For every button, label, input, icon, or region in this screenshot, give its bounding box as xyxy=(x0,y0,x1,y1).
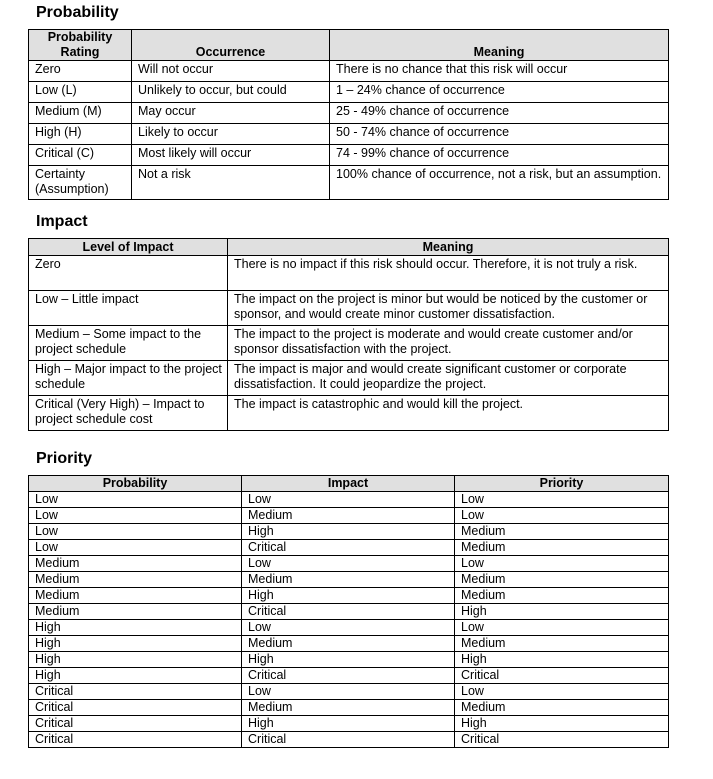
table-cell: Low – Little impact xyxy=(29,291,228,326)
table-cell: Zero xyxy=(29,61,132,82)
table-row xyxy=(29,716,669,732)
table-cell: Medium xyxy=(455,700,669,716)
table-cell: Critical xyxy=(242,668,455,684)
table-cell: Medium xyxy=(242,700,455,716)
table-cell: High (H) xyxy=(29,124,132,145)
table-cell: Low xyxy=(242,492,455,508)
table-header-row xyxy=(29,476,669,492)
table-cell: 25 - 49% chance of occurrence xyxy=(330,103,669,124)
column-header-meaning: Meaning xyxy=(228,239,669,256)
table-cell: Will not occur xyxy=(132,61,330,82)
table-row xyxy=(29,604,669,620)
impact-table xyxy=(28,238,669,431)
column-header-impact: Impact xyxy=(242,476,455,492)
table-cell: Medium xyxy=(455,524,669,540)
table-row xyxy=(29,256,669,291)
table-cell: Medium xyxy=(242,572,455,588)
table-cell: Low xyxy=(455,684,669,700)
table-cell: Medium xyxy=(29,556,242,572)
table-cell: Low xyxy=(29,492,242,508)
table-row xyxy=(29,166,669,200)
table-cell: High xyxy=(29,652,242,668)
table-cell: High xyxy=(242,588,455,604)
table-row xyxy=(29,652,669,668)
table-cell: May occur xyxy=(132,103,330,124)
table-cell: Most likely will occur xyxy=(132,145,330,166)
table-cell: Unlikely to occur, but could xyxy=(132,82,330,103)
table-cell: Critical xyxy=(455,732,669,748)
table-row xyxy=(29,492,669,508)
table-cell: Critical (C) xyxy=(29,145,132,166)
table-cell: Medium xyxy=(29,588,242,604)
table-row xyxy=(29,732,669,748)
table-row xyxy=(29,61,669,82)
table-row xyxy=(29,326,669,361)
table-cell: 100% chance of occurrence, not a risk, but an assumption. xyxy=(330,166,669,200)
table-cell: Critical xyxy=(242,732,455,748)
priority-table xyxy=(28,475,669,748)
table-cell: High xyxy=(29,636,242,652)
table-row xyxy=(29,82,669,103)
table-cell: Medium xyxy=(455,572,669,588)
table-cell: Medium – Some impact to the project schedule xyxy=(29,326,228,361)
table-cell: High xyxy=(242,716,455,732)
table-row xyxy=(29,361,669,396)
table-cell: High xyxy=(455,652,669,668)
table-row xyxy=(29,588,669,604)
priority-section-title: Priority xyxy=(36,450,93,467)
table-cell: The impact is major and would create significant customer or corporate dissatisfaction. It could jeopardize the project. xyxy=(228,361,669,396)
table-row xyxy=(29,668,669,684)
column-header-probability: Probability xyxy=(29,476,242,492)
table-cell: Critical xyxy=(242,540,455,556)
table-cell: Low xyxy=(455,492,669,508)
table-cell: High xyxy=(242,524,455,540)
table-row xyxy=(29,572,669,588)
table-cell: There is no chance that this risk will occur xyxy=(330,61,669,82)
table-cell: 50 - 74% chance of occurrence xyxy=(330,124,669,145)
column-header-probability-rating: Probability Rating xyxy=(29,30,132,61)
table-cell: Low xyxy=(29,524,242,540)
table-cell: Medium xyxy=(242,636,455,652)
column-header-meaning: Meaning xyxy=(330,30,669,61)
table-header-row xyxy=(29,30,669,61)
table-cell: Medium xyxy=(29,604,242,620)
table-row xyxy=(29,620,669,636)
table-cell: Low (L) xyxy=(29,82,132,103)
table-cell: Low xyxy=(455,556,669,572)
table-row xyxy=(29,508,669,524)
table-row xyxy=(29,103,669,124)
table-cell: Critical xyxy=(242,604,455,620)
table-cell: Medium xyxy=(455,540,669,556)
table-cell: Critical xyxy=(29,716,242,732)
table-row xyxy=(29,396,669,431)
table-cell: Low xyxy=(242,556,455,572)
table-cell: The impact to the project is moderate and would create customer and/or sponsor dissatisfaction with the project. xyxy=(228,326,669,361)
column-header-occurrence: Occurrence xyxy=(132,30,330,61)
table-cell: Certainty (Assumption) xyxy=(29,166,132,200)
table-row xyxy=(29,684,669,700)
table-cell: Medium xyxy=(29,572,242,588)
table-cell: High – Major impact to the project schedule xyxy=(29,361,228,396)
table-cell: Low xyxy=(455,620,669,636)
table-cell: Low xyxy=(29,540,242,556)
impact-section-title: Impact xyxy=(36,213,88,230)
probability-table xyxy=(28,29,669,200)
table-cell: Critical xyxy=(455,668,669,684)
table-cell: Medium xyxy=(455,636,669,652)
probability-section-title: Probability xyxy=(36,4,119,21)
table-cell: Low xyxy=(242,620,455,636)
table-row xyxy=(29,124,669,145)
table-cell: Medium xyxy=(242,508,455,524)
table-cell: There is no impact if this risk should occur. Therefore, it is not truly a risk. xyxy=(228,256,669,291)
table-cell: High xyxy=(29,668,242,684)
column-header-priority: Priority xyxy=(455,476,669,492)
table-cell: Likely to occur xyxy=(132,124,330,145)
table-cell: High xyxy=(455,716,669,732)
table-row xyxy=(29,524,669,540)
table-cell: Medium (M) xyxy=(29,103,132,124)
table-cell: Medium xyxy=(455,588,669,604)
table-cell: Zero xyxy=(29,256,228,291)
table-header-row xyxy=(29,239,669,256)
table-cell: High xyxy=(455,604,669,620)
table-row xyxy=(29,291,669,326)
table-cell: The impact on the project is minor but would be noticed by the customer or sponsor, and would create minor customer dissatisfaction. xyxy=(228,291,669,326)
table-row xyxy=(29,556,669,572)
table-cell: Low xyxy=(29,508,242,524)
table-cell: Not a risk xyxy=(132,166,330,200)
table-cell: 1 – 24% chance of occurrence xyxy=(330,82,669,103)
table-cell: Low xyxy=(242,684,455,700)
table-row xyxy=(29,700,669,716)
table-cell: Critical xyxy=(29,732,242,748)
table-cell: Low xyxy=(455,508,669,524)
table-cell: Critical (Very High) – Impact to project schedule cost xyxy=(29,396,228,431)
table-cell: High xyxy=(29,620,242,636)
table-row xyxy=(29,145,669,166)
table-row xyxy=(29,540,669,556)
column-header-level-of-impact: Level of Impact xyxy=(29,239,228,256)
table-cell: High xyxy=(242,652,455,668)
table-cell: The impact is catastrophic and would kill the project. xyxy=(228,396,669,431)
table-cell: Critical xyxy=(29,700,242,716)
table-cell: Critical xyxy=(29,684,242,700)
table-cell: 74 - 99% chance of occurrence xyxy=(330,145,669,166)
table-row xyxy=(29,636,669,652)
